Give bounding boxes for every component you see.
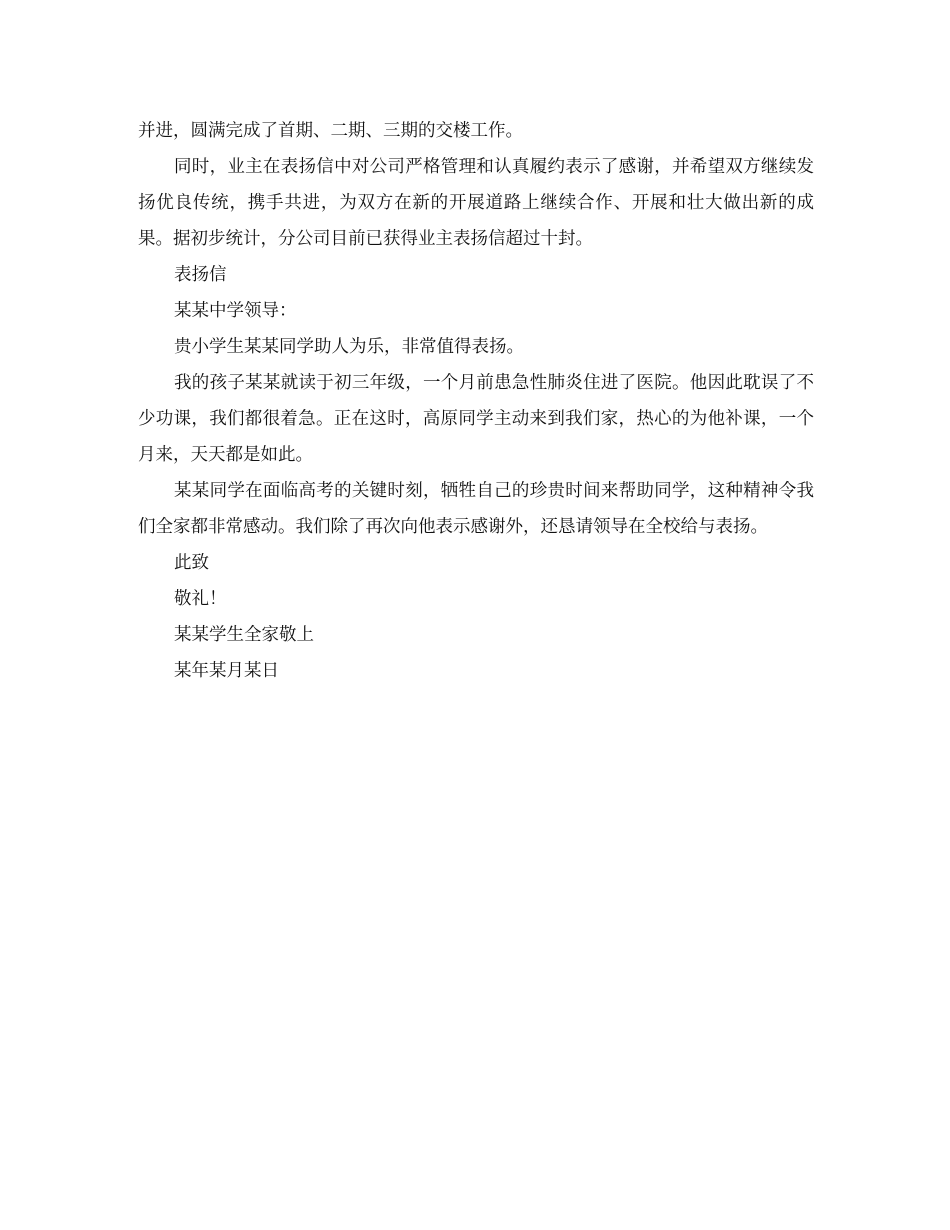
letter-signature: 某某学生全家敬上	[174, 625, 314, 645]
letter-closing: 此致	[174, 553, 209, 573]
letter-paragraph-story: 我的孩子某某就读于初三年级，一个月前患急性肺炎住进了医院。他因此耽误了不少功课，我们都很着急。正在这时，高原同学主动来到我们家，热心的为他补课，一个月来，天天都是如此。	[138, 373, 814, 465]
letter-paragraph-request: 某某同学在面临高考的关键时刻，牺牲自己的珍贵时间来帮助同学，这种精神令我们全家都非常感动。我们除了再次向他表示感谢外，还恳请领导在全校给与表扬。	[138, 481, 814, 537]
letter-paragraph-praise: 贵小学生某某同学助人为乐，非常值得表扬。	[174, 337, 524, 357]
letter-date: 某年某月某日	[174, 661, 279, 681]
letter-title: 表扬信	[174, 265, 227, 285]
paragraph-continuation: 并进，圆满完成了首期、二期、三期的交楼工作。	[138, 121, 523, 141]
letter-salutation: 某某中学领导：	[174, 301, 297, 321]
letter-regards: 敬礼！	[174, 589, 227, 609]
paragraph-owner-thanks: 同时，业主在表扬信中对公司严格管理和认真履约表示了感谢，并希望双方继续发扬优良传统，携手共进，为双方在新的开展道路上继续合作、开展和壮大做出新的成果。据初步统计，分公司目前已获得业主表扬信超过十封。	[138, 157, 814, 249]
document-body	[138, 113, 814, 689]
